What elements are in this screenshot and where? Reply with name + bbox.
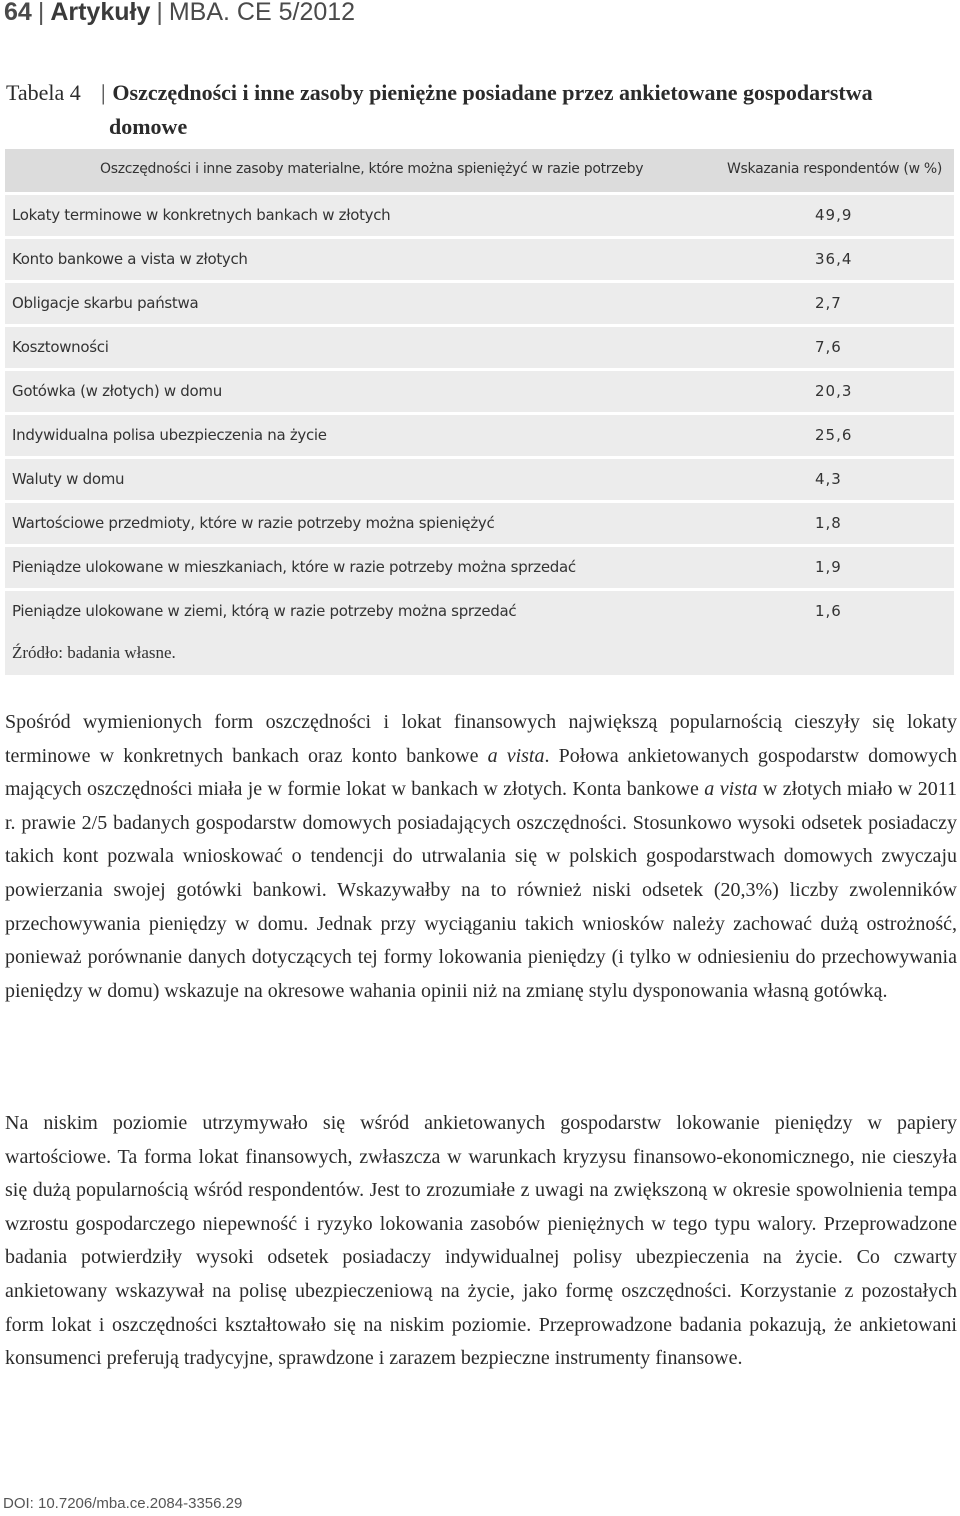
row-label: Lokaty terminowe w konkretnych bankach w złotych (12, 206, 391, 224)
row-value: 1,9 (815, 558, 842, 576)
separator: | (101, 80, 106, 105)
table-source-note: Źródło: badania własne. (12, 643, 176, 662)
table-label: Tabela 4 (6, 80, 81, 105)
row-label: Obligacje skarbu państwa (12, 294, 199, 312)
paragraph-text: . Połowa ankietowanych gospodarstw domowych mających oszczędności miała je w formie lokat w bankach w złotych. Konta bankowe (5, 744, 958, 801)
row-label: Waluty w domu (12, 470, 125, 488)
table-row (5, 456, 954, 500)
row-value: 7,6 (815, 338, 842, 356)
table-row (5, 324, 954, 368)
column-header-percent: Wskazania respondentów (w %) (727, 161, 943, 177)
table-title: Oszczędności i inne zasoby pieniężne posiadane przez ankietowane gospodarstwa (112, 80, 873, 105)
row-label: Pieniądze ulokowane w ziemi, którą w razie potrzeby można sprzedać (12, 602, 517, 620)
table-title-continued: domowe (109, 114, 188, 139)
row-label: Konto bankowe a vista w złotych (12, 250, 248, 268)
table-caption (6, 76, 956, 144)
table-row (5, 412, 954, 456)
italic-term: a vista (704, 778, 758, 801)
journal-name: MBA. CE 5/2012 (168, 0, 356, 26)
row-value: 25,6 (815, 426, 853, 444)
data-table (5, 149, 954, 675)
separator: | (156, 0, 163, 26)
running-head (4, 0, 355, 27)
table-row (5, 368, 954, 412)
separator: | (37, 0, 45, 26)
row-value: 4,3 (815, 470, 842, 488)
row-value: 2,7 (815, 294, 842, 312)
section-name: Artykuły (50, 0, 151, 26)
doi-footer: DOI: 10.7206/mba.ce.2084-3356.29 (3, 1495, 243, 1512)
row-value: 1,8 (815, 514, 842, 532)
row-value: 36,4 (815, 250, 853, 268)
table-row (5, 236, 954, 280)
body-paragraph-1 (5, 706, 957, 1008)
row-label: Kosztowności (12, 338, 109, 356)
row-value: 49,9 (815, 206, 853, 224)
page-number: 64 (4, 0, 32, 26)
table-row (5, 192, 954, 236)
paragraph-text: w złotych miało w 2011 r. prawie 2/5 badanych gospodarstw domowych posiadających oszczędności. Stosunkowo wysoki odsetek posiadaczy takich kont pozwala wnioskować o tendencji do utrwalania się w polskich gospodarstwach domowych zwyczaju powierzania swojej gotówki bankowi. Wskazywałby na to również niski odsetek (20,3%) liczby zwolenników przechowywania pieniędzy w domu. Jednak przy wyciąganiu takich wniosków należy zachować dużą ostrożność, ponieważ porównanie danych dotyczących tej formy lokowania pieniędzy (i tylko w odniesieniu do przechowywania pieniędzy w domu) wskazuje na okresowe wahania opinii niż na zmianę stylu dysponowania własną gotówką. (5, 778, 957, 1002)
body-paragraph-2: Na niskim poziomie utrzymywało się wśród ankietowanych gospodarstw lokowanie pieniędzy w papiery wartościowe. Ta forma lokat finansowych, zwłaszcza w warunkach kryzysu finansowo-ekonomicznego, nie cieszyła się dużą popularnością wśród respondentów. Jest to zrozumiałe z uwagi na zwiększoną w okresie spowolnienia tempa wzrostu gospodarczego niepewność i ryzyko lokowania zasobów pieniężnych w tego typu walory. Przeprowadzone badania potwierdziły wysoki odsetek posiadaczy indywidualnej polisy ubezpieczenia na życie. Co czwarty ankietowany wskazywał na polisę ubezpieczeniową na życie, jako formę oszczędności. Korzystanie z pozostałych form lokat i oszczędności kształtowało się na niskim poziomie. Przeprowadzone badania pokazują, że ankietowani konsumenci preferują tradycyjne, sprawdzone i zarazem bezpieczne instrumenty finansowe. (5, 1112, 957, 1370)
row-label: Pieniądze ulokowane w mieszkaniach, które w razie potrzeby można sprzedać (12, 558, 576, 576)
italic-term: a vista (487, 744, 545, 767)
table-row (5, 544, 954, 588)
row-label: Indywidualna polisa ubezpieczenia na życie (12, 426, 327, 444)
table-row (5, 588, 954, 632)
column-header-category: Oszczędności i inne zasoby materialne, które można spieniężyć w razie potrzeby (100, 161, 644, 177)
paragraph-text: Spośród wymienionych form oszczędności i lokat finansowych największą popularnością cieszyły się lokaty terminowe w konkretnych bankach oraz konto bankowe (5, 711, 957, 767)
table-header (5, 149, 954, 192)
row-label: Gotówka (w złotych) w domu (12, 382, 222, 400)
table-row (5, 280, 954, 324)
row-value: 20,3 (815, 382, 853, 400)
row-label: Wartościowe przedmioty, które w razie potrzeby można spieniężyć (12, 514, 495, 532)
table-row (5, 500, 954, 544)
row-value: 1,6 (815, 602, 842, 620)
